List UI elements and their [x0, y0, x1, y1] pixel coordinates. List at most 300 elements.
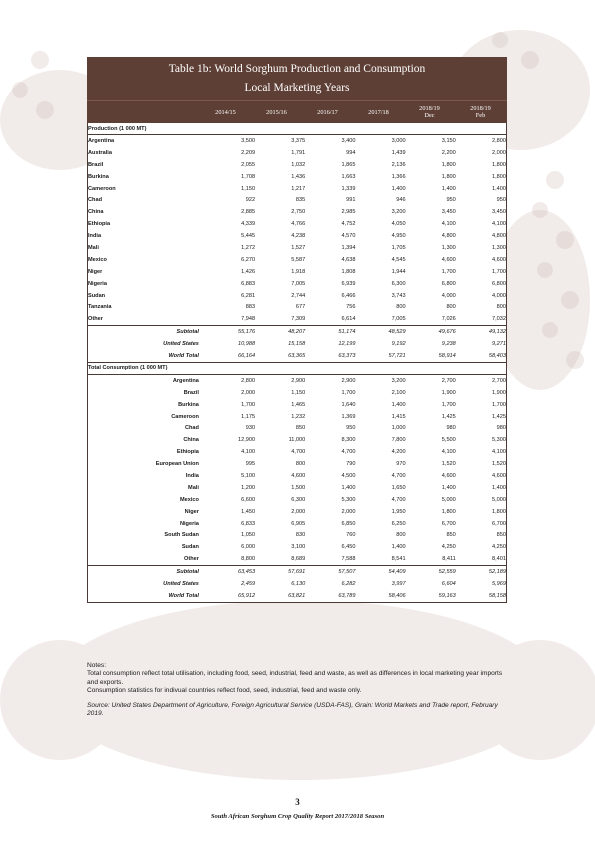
cell-value: 1,950 — [391, 508, 406, 515]
cell-value: 52,559 — [406, 566, 456, 578]
cell-value: 52,189 — [456, 566, 507, 578]
table-row — [88, 422, 507, 434]
cell-value: 1,400 — [391, 185, 406, 192]
cell-value: 950 — [496, 197, 506, 204]
cell-value: 63,453 — [205, 566, 255, 578]
table-row — [88, 518, 507, 530]
cell-value: 1,426 — [241, 268, 256, 275]
row-label: Burkina — [88, 173, 109, 180]
cell-value: 7,309 — [291, 316, 306, 323]
cell-value: 4,638 — [341, 256, 356, 263]
cell-value: 6,282 — [341, 581, 356, 587]
cell-value: 4,700 — [391, 496, 406, 503]
consumption-heading: Total Consumption (1 000 MT) — [88, 362, 507, 374]
notes-section — [87, 662, 507, 718]
row-label: Mali — [188, 484, 199, 491]
cell-value: 58,406 — [388, 592, 406, 599]
cell-value: 1,150 — [291, 389, 306, 396]
row-label: Cameroon — [171, 413, 199, 420]
cell-value: 2,200 — [441, 149, 456, 156]
cell-value: 800 — [496, 304, 506, 311]
cell-value: 991 — [346, 197, 356, 204]
cell-value: 58,158 — [488, 592, 506, 599]
cell-value: 5,000 — [441, 496, 456, 503]
cell-value: 8,411 — [442, 556, 456, 563]
cell-value: 6,281 — [241, 292, 256, 299]
cell-value: 4,766 — [291, 221, 306, 228]
cell-value: 2,744 — [291, 292, 306, 299]
cell-value: 6,300 — [391, 280, 406, 287]
cell-value: 930 — [245, 425, 256, 432]
cell-value: 1,400 — [391, 544, 406, 551]
cell-value: 760 — [346, 532, 356, 539]
cell-value: 3,400 — [341, 137, 356, 144]
cell-value: 4,000 — [492, 292, 506, 299]
cell-value: 1,400 — [492, 185, 506, 192]
row-label: China — [88, 209, 104, 216]
cell-value: 5,300 — [492, 437, 506, 444]
cell-value: 1,465 — [291, 401, 306, 408]
table-row — [88, 494, 507, 506]
table-row — [88, 434, 507, 446]
cell-value: 1,366 — [391, 173, 406, 180]
cell-value: 2,885 — [241, 209, 256, 216]
cell-value: 7,026 — [441, 316, 456, 323]
cell-value: 6,905 — [291, 520, 306, 527]
row-label: Cameroon — [88, 185, 116, 192]
cell-value: 4,100 — [492, 449, 506, 456]
cell-value: 850 — [295, 425, 306, 432]
cell-value: 1,000 — [391, 425, 406, 432]
cell-value: 790 — [346, 461, 356, 468]
cell-value: 4,100 — [492, 221, 506, 228]
table-row — [88, 159, 507, 171]
cell-value: 15,158 — [288, 341, 306, 348]
cell-value: 4,238 — [291, 233, 306, 240]
cell-value: 1,708 — [241, 173, 256, 180]
cell-value: 7,032 — [492, 316, 506, 323]
cell-value: 1,300 — [441, 244, 456, 251]
cell-value: 7,588 — [341, 556, 356, 563]
cell-value: 1,918 — [291, 268, 306, 275]
notes-line2: Consumption statistics for indivual countries reflect food, seed, industrial, feed and waste only. — [87, 687, 362, 695]
cell-value: 6,614 — [341, 316, 356, 323]
cell-value: 883 — [245, 304, 256, 311]
cell-value: 800 — [396, 532, 406, 539]
cell-value: 4,100 — [441, 221, 456, 228]
row-label: Burkina — [178, 401, 199, 408]
cell-value: 2,800 — [241, 377, 256, 384]
cell-value: 756 — [346, 304, 356, 311]
cell-value: 1,400 — [441, 484, 456, 491]
row-label: Argentina — [88, 137, 115, 144]
cell-value: 1,800 — [492, 161, 506, 168]
row-label: Other — [184, 556, 199, 563]
row-label: World Total — [168, 352, 199, 359]
cell-value: 1,527 — [291, 244, 306, 251]
cell-value: 6,700 — [441, 520, 456, 527]
cell-value: 6,939 — [341, 280, 356, 287]
row-label: Niger — [88, 268, 103, 275]
row-label: World Total — [168, 592, 199, 599]
page-number: 3 — [295, 797, 300, 807]
cell-value: 1,900 — [441, 389, 456, 396]
cell-value: 1,700 — [492, 268, 506, 275]
row-label: Brazil — [88, 161, 104, 168]
cell-value: 4,570 — [341, 233, 356, 240]
cell-value: 58,403 — [488, 352, 506, 359]
table-row — [88, 350, 507, 362]
cell-value: 946 — [396, 197, 406, 204]
table-row — [88, 218, 507, 230]
cell-value: 1,436 — [291, 173, 306, 180]
cell-value: 48,529 — [355, 326, 405, 338]
cell-value: 63,373 — [338, 352, 356, 359]
table-row — [88, 242, 507, 254]
table-row — [88, 171, 507, 183]
cell-value: 5,000 — [492, 496, 506, 503]
col-header-5: 2018/19 Dec — [419, 105, 440, 119]
notes-heading: Notes: — [87, 662, 107, 669]
cell-value: 4,800 — [492, 233, 506, 240]
cell-value: 4,339 — [241, 221, 256, 228]
row-label: Mali — [88, 244, 99, 251]
cell-value: 1,700 — [341, 389, 356, 396]
table-row — [88, 290, 507, 302]
cell-value: 677 — [295, 304, 306, 311]
cell-value: 4,250 — [492, 544, 506, 551]
cell-value: 9,238 — [441, 341, 456, 348]
cell-value: 1,900 — [492, 389, 506, 396]
row-label: Brazil — [183, 389, 199, 396]
cell-value: 57,507 — [305, 566, 355, 578]
cell-value: 1,050 — [241, 532, 256, 539]
cell-value: 1,300 — [492, 244, 506, 251]
cell-value: 1,032 — [291, 161, 306, 168]
production-heading: Production (1 000 MT) — [88, 123, 507, 135]
row-label: Australia — [88, 149, 112, 156]
cell-value: 54,409 — [355, 566, 405, 578]
cell-value: 63,789 — [338, 592, 356, 599]
cell-value: 4,600 — [291, 472, 306, 479]
cell-value: 49,676 — [406, 326, 456, 338]
cell-value: 1,400 — [391, 401, 406, 408]
cell-value: 7,800 — [391, 437, 406, 444]
row-label: European Union — [155, 461, 199, 468]
cell-value: 4,600 — [441, 256, 456, 263]
row-label: Mexico — [88, 256, 107, 263]
cell-value: 1,700 — [441, 268, 456, 275]
cell-value: 1,800 — [441, 508, 456, 515]
cell-value: 1,700 — [241, 401, 256, 408]
cell-value: 58,914 — [438, 352, 456, 359]
cell-value: 11,000 — [288, 437, 306, 444]
cell-value: 3,743 — [391, 292, 406, 299]
cell-value: 66,164 — [237, 352, 256, 359]
table-row — [88, 566, 507, 578]
cell-value: 5,969 — [492, 581, 506, 587]
table-row — [88, 553, 507, 565]
table-row — [88, 230, 507, 242]
cell-value: 3,997 — [391, 581, 406, 587]
cell-value: 6,300 — [291, 496, 306, 503]
cell-value: 1,232 — [291, 413, 306, 420]
cell-value: 51,174 — [305, 326, 355, 338]
cell-value: 2,000 — [241, 389, 256, 396]
cell-value: 8,541 — [391, 556, 406, 563]
cell-value: 1,400 — [492, 484, 506, 491]
footer-title: South African Sorghum Crop Quality Report 2017/2018 Season — [210, 813, 385, 820]
col-header-2: 2015/16 — [266, 108, 287, 116]
cell-value: 6,700 — [492, 520, 506, 527]
cell-value: 8,300 — [341, 437, 356, 444]
table-row — [88, 206, 507, 218]
row-label: Ethiopia — [88, 221, 111, 228]
cell-value: 1,500 — [291, 484, 306, 491]
cell-value: 1,175 — [241, 413, 256, 420]
cell-value: 63,365 — [288, 352, 306, 359]
table-row — [88, 374, 507, 386]
col-header-4: 2017/18 — [368, 108, 389, 116]
cell-value: 3,375 — [291, 137, 306, 144]
table-row — [88, 313, 507, 325]
table-row — [88, 301, 507, 313]
cell-value: 7,948 — [241, 316, 256, 323]
cell-value: 5,445 — [241, 233, 256, 240]
row-label: Subtotal — [88, 566, 205, 578]
cell-value: 980 — [496, 425, 506, 432]
column-header-row — [87, 100, 507, 123]
row-label: United States — [163, 341, 199, 348]
table-title-line1: Table 1b: World Sorghum Production and Consumption — [168, 63, 426, 75]
row-label: Chad — [184, 425, 199, 432]
cell-value: 6,466 — [341, 292, 356, 299]
cell-value: 850 — [496, 532, 506, 539]
cell-value: 800 — [295, 461, 306, 468]
cell-value: 4,600 — [492, 472, 506, 479]
cell-value: 6,833 — [241, 520, 256, 527]
cell-value: 6,883 — [241, 280, 256, 287]
cell-value: 1,640 — [341, 401, 356, 408]
cell-value: 1,808 — [341, 268, 356, 275]
cell-value: 6,800 — [441, 280, 456, 287]
cell-value: 57,691 — [255, 566, 305, 578]
cell-value: 1,400 — [441, 185, 456, 192]
col-header-6: 2018/19 Feb — [470, 105, 491, 119]
table-row — [88, 338, 507, 350]
cell-value: 6,270 — [241, 256, 256, 263]
cell-value: 65,912 — [237, 592, 256, 599]
table-row — [88, 135, 507, 147]
row-label: Sudan — [88, 292, 106, 299]
cell-value: 6,850 — [341, 520, 356, 527]
cell-value: 980 — [446, 425, 456, 432]
cell-value: 922 — [245, 197, 256, 204]
cell-value: 1,705 — [391, 244, 406, 251]
cell-value: 12,900 — [237, 437, 256, 444]
row-label: Chad — [88, 197, 102, 204]
cell-value: 5,100 — [241, 472, 256, 479]
notes-line1: Total consumption reflect total utilisation, including food, seed, industrial, feed and waste, as well as differences in local marketing year imports and exports. — [87, 670, 503, 686]
row-label: United States — [163, 581, 199, 587]
table-row — [88, 506, 507, 518]
cell-value: 4,600 — [492, 256, 506, 263]
cell-value: 1,944 — [391, 268, 406, 275]
cell-value: 1,520 — [492, 461, 506, 468]
table-row — [88, 399, 507, 411]
cell-value: 1,791 — [291, 149, 306, 156]
cell-value: 2,000 — [492, 149, 506, 156]
cell-value: 800 — [446, 304, 456, 311]
cell-value: 3,150 — [441, 137, 456, 144]
cell-value: 4,500 — [341, 472, 356, 479]
row-label: Argentina — [172, 377, 199, 384]
cell-value: 9,192 — [391, 341, 406, 348]
cell-value: 1,520 — [441, 461, 456, 468]
row-label: Other — [88, 316, 103, 323]
cell-value: 800 — [396, 304, 406, 311]
cell-value: 5,300 — [341, 496, 356, 503]
table-row — [88, 183, 507, 195]
cell-value: 4,700 — [391, 472, 406, 479]
table-row — [88, 578, 507, 590]
table-row — [88, 326, 507, 338]
cell-value: 994 — [346, 149, 356, 156]
cell-value: 4,200 — [391, 449, 406, 456]
cell-value: 1,150 — [241, 185, 256, 192]
cell-value: 2,100 — [391, 389, 406, 396]
cell-value: 9,271 — [492, 341, 506, 348]
cell-value: 995 — [245, 461, 256, 468]
cell-value: 48,207 — [255, 326, 305, 338]
table-row — [88, 482, 507, 494]
cell-value: 6,604 — [441, 581, 456, 587]
cell-value: 6,250 — [391, 520, 406, 527]
cell-value: 8,689 — [291, 556, 306, 563]
cell-value: 1,650 — [391, 484, 406, 491]
cell-value: 950 — [446, 197, 456, 204]
cell-value: 4,752 — [341, 221, 356, 228]
cell-value: 6,450 — [341, 544, 356, 551]
cell-value: 4,600 — [441, 472, 456, 479]
cell-value: 1,439 — [391, 149, 406, 156]
cell-value: 2,000 — [341, 508, 356, 515]
row-label: South Sudan — [164, 532, 199, 539]
cell-value: 1,400 — [341, 484, 356, 491]
row-label: India — [185, 472, 199, 479]
cell-value: 1,800 — [441, 161, 456, 168]
cell-value: 2,000 — [291, 508, 306, 515]
cell-value: 8,800 — [241, 556, 256, 563]
cell-value: 1,217 — [291, 185, 306, 192]
cell-value: 3,450 — [492, 209, 506, 216]
cell-value: 3,500 — [241, 137, 256, 144]
row-label: Subtotal — [88, 326, 205, 338]
row-label: Ethiopia — [176, 449, 199, 456]
cell-value: 3,000 — [391, 137, 406, 144]
cell-value: 2,055 — [241, 161, 256, 168]
cell-value: 1,272 — [241, 244, 256, 251]
cell-value: 1,425 — [492, 413, 506, 420]
cell-value: 2,900 — [291, 377, 306, 384]
cell-value: 55,176 — [205, 326, 255, 338]
consumption-heading-row — [88, 362, 507, 374]
row-label: Mexico — [179, 496, 199, 503]
table-row — [88, 266, 507, 278]
row-label: Tanzania — [88, 304, 112, 311]
cell-value: 4,700 — [291, 449, 306, 456]
cell-value: 6,600 — [241, 496, 256, 503]
cell-value: 12,199 — [338, 341, 356, 348]
cell-value: 830 — [295, 532, 306, 539]
row-label: China — [183, 437, 199, 444]
source-note: Source: United States Department of Agriculture, Foreign Agricultural Service (USDA-FAS), Grain: World Markets and Trade report, February 2019. — [87, 701, 498, 718]
row-label: India — [88, 233, 102, 240]
cell-value: 835 — [295, 197, 306, 204]
cell-value: 7,005 — [291, 280, 306, 287]
cell-value: 10,988 — [237, 341, 256, 348]
cell-value: 2,700 — [492, 377, 506, 384]
cell-value: 1,800 — [492, 508, 506, 515]
cell-value: 1,800 — [441, 173, 456, 180]
table-title-line2: Local Marketing Years — [244, 82, 350, 94]
cell-value: 6,000 — [241, 544, 256, 551]
cell-value: 2,750 — [291, 209, 306, 216]
cell-value: 4,250 — [441, 544, 456, 551]
cell-value: 3,200 — [391, 209, 406, 216]
cell-value: 4,000 — [441, 292, 456, 299]
cell-value: 4,100 — [441, 449, 456, 456]
cell-value: 49,132 — [456, 326, 507, 338]
table-row — [88, 147, 507, 159]
cell-value: 2,800 — [492, 137, 506, 144]
data-table — [87, 123, 507, 603]
cell-value: 6,130 — [291, 581, 306, 587]
table-title — [87, 57, 507, 100]
row-label: Sudan — [181, 544, 199, 551]
cell-value: 1,800 — [492, 173, 506, 180]
cell-value: 2,209 — [241, 149, 256, 156]
cell-value: 8,401 — [492, 556, 506, 563]
cell-value: 7,005 — [391, 316, 406, 323]
col-header-3: 2016/17 — [317, 108, 338, 116]
cell-value: 2,900 — [341, 377, 356, 384]
row-label: Niger — [184, 508, 199, 515]
cell-value: 1,394 — [341, 244, 356, 251]
cell-value: 850 — [446, 532, 456, 539]
cell-value: 4,545 — [391, 256, 406, 263]
cell-value: 1,700 — [441, 401, 456, 408]
cell-value: 1,700 — [492, 401, 506, 408]
cell-value: 57,721 — [388, 352, 406, 359]
cell-value: 3,200 — [391, 377, 406, 384]
row-label: Nigeria — [88, 280, 107, 287]
cell-value: 4,050 — [391, 221, 406, 228]
cell-value: 1,369 — [341, 413, 356, 420]
cell-value: 1,865 — [341, 161, 356, 168]
table-row — [88, 458, 507, 470]
cell-value: 2,459 — [241, 581, 256, 587]
cell-value: 970 — [396, 461, 406, 468]
cell-value: 1,425 — [441, 413, 456, 420]
table-row — [88, 278, 507, 290]
col-header-1: 2014/15 — [215, 108, 236, 116]
table-row — [88, 530, 507, 542]
row-label: Nigeria — [179, 520, 199, 527]
cell-value: 4,700 — [341, 449, 356, 456]
table-row — [88, 590, 507, 602]
cell-value: 3,450 — [441, 209, 456, 216]
